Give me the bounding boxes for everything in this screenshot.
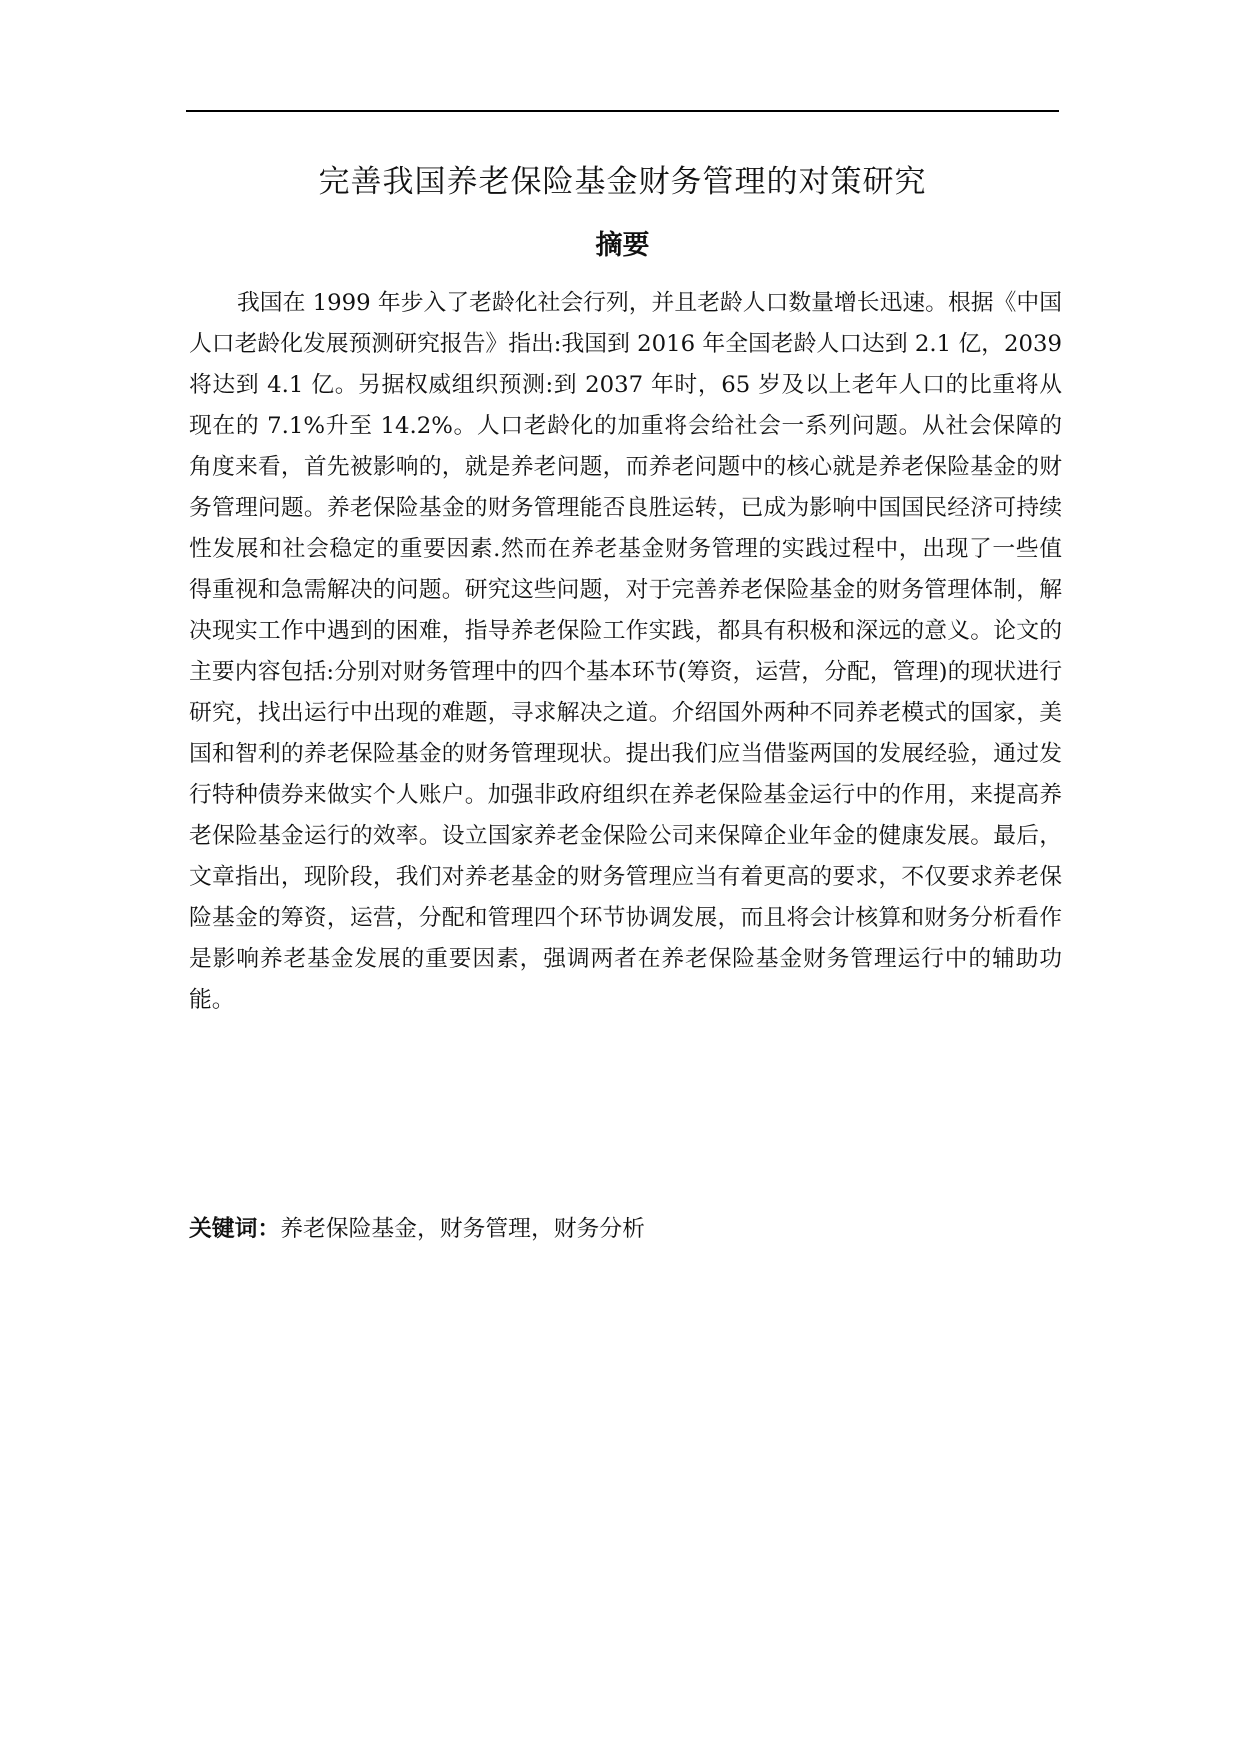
abstract-heading: 摘要 (595, 230, 650, 261)
keywords-value: 养老保险基金，财务管理，财务分析 (280, 1216, 645, 1242)
abstract-body: 我国在 1999 年步入了老龄化社会行列，并且老龄人口数量增长迅速。根据《中国人口老龄化发展预测研究报告》指出:我国到 2016 年全国老龄人口达到 2.1 亿，2039 将达到 4.1 亿。另据权威组织预测:到 2037 年时，65 岁及以上老年人口的比重将从现在的 7.1%升至 14.2%。人口老龄化的加重将会给社会一系列问题。从社会保障的角度来看，首先被影响的，就是养老问题，而养老问题中的核心就是养老保险基金的财务管理问题。养老保险基金的财务管理能否良胜运转，已成为影响中国国民经济可持续性发展和社会稳定的重要因素.然而在养老基金财务管理的实践过程中，出现了一些值得重视和急需解决的问题。研究这些问题，对于完善养老保险基金的财务管理体制，解决现实工作中遇到的困难，指导养老保险工作实践，都具有积极和深远的意义。论文的主要内容包括:分别对财务管理中的四个基本环节(筹资，运营，分配，管理)的现状进行研究，找出运行中出现的难题，寻求解决之道。介绍国外两种不同养老模式的国家，美国和智利的养老保险基金的财务管理现状。提出我们应当借鉴两国的发展经验，通过发行特种债券来做实个人账户。加强非政府组织在养老保险基金运行中的作用，来提高养老保险基金运行的效率。设立国家养老金保险公司来保障企业年金的健康发展。最后，文章指出，现阶段，我们对养老基金的财务管理应当有着更高的要求，不仅要求养老保险基金的筹资，运营，分配和管理四个环节协调发展，而且将会计核算和财务分析看作是影响养老基金发展的重要因素，强调两者在养老保险基金财务管理运行中的辅助功能。 (189, 290, 1062, 1013)
document-title: 完善我国养老保险基金财务管理的对策研究 (318, 164, 927, 200)
keywords-line (189, 1209, 1062, 1250)
header-rule (186, 110, 1059, 112)
keywords-label: 关键词： (189, 1216, 281, 1242)
